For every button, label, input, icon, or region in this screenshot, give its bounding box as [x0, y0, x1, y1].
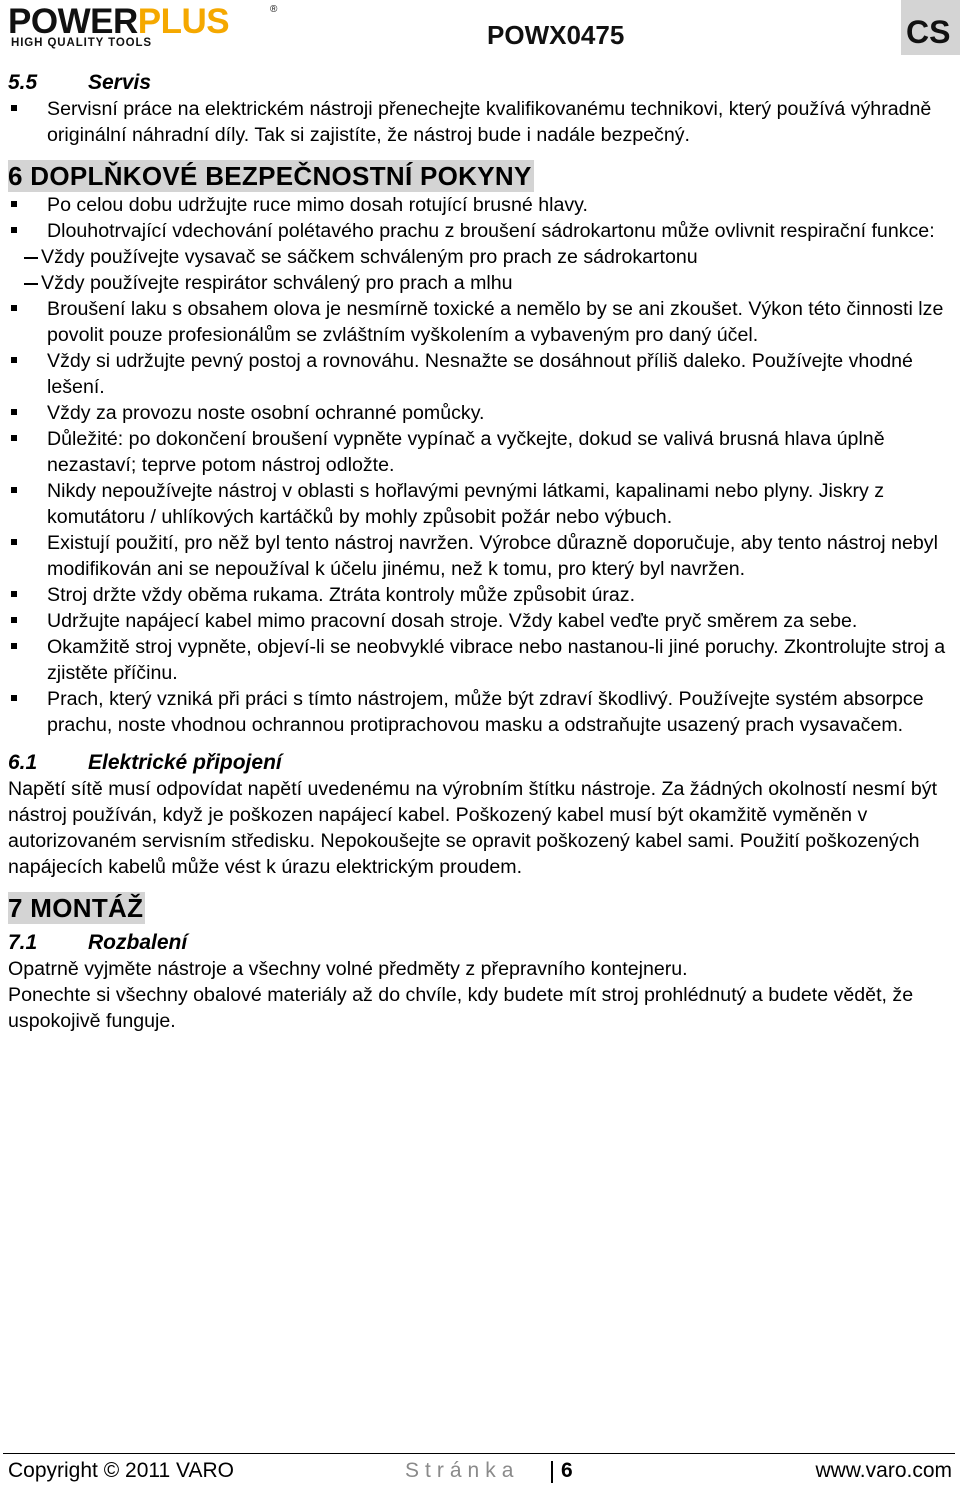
section-title: Rozbalení	[88, 931, 188, 954]
list-item-text: Vždy za provozu noste osobní ochranné pomůcky.	[47, 402, 485, 424]
square-bullet-icon	[11, 591, 17, 597]
page-label: Stránka	[405, 1459, 520, 1482]
page-footer	[8, 1459, 952, 1487]
section-number: 5.5	[8, 71, 38, 94]
list-item	[8, 426, 952, 478]
list-item	[8, 634, 952, 686]
list-item	[8, 218, 952, 244]
logo-plus-text: PLUS	[137, 2, 230, 41]
website-link[interactable]: www.varo.com	[815, 1459, 952, 1482]
list-item	[8, 296, 952, 348]
section-5-5-heading	[8, 70, 952, 96]
square-bullet-icon	[11, 201, 17, 207]
logo-power-text: POWER	[8, 2, 138, 41]
square-bullet-icon	[11, 227, 17, 233]
paragraph: Ponechte si všechny obalové materiály až do chvíle, kdy budete mít stroj prohlédnutý a budete vědět, že uspokojivě funguje.	[8, 984, 914, 1032]
list-item-text: Udržujte napájecí kabel mimo pracovní dosah stroje. Vždy kabel veďte pryč směrem za sebe.	[47, 610, 858, 632]
list-item	[8, 686, 952, 738]
list-item-text: Po celou dobu udržujte ruce mimo dosah rotující brusné hlavy.	[47, 194, 588, 216]
page-number: 6	[561, 1459, 573, 1482]
list-item-text: Broušení laku s obsahem olova je nesmírně toxické a nemělo by se ani zkoušet. Výkon této činnosti lze povolit pouze profesionálům se zvláštním vyškolením a vybaveným pro daný účel.	[47, 298, 944, 346]
square-bullet-icon	[11, 643, 17, 649]
list-item	[8, 348, 952, 400]
dash-item-text: Vždy používejte respirátor schválený pro prach a mlhu	[41, 272, 513, 294]
document-body	[8, 70, 952, 1034]
list-item-text: Vždy si udržujte pevný postoj a rovnováhu. Nesnažte se dosáhnout příliš daleko. Používejte vhodné lešení.	[47, 350, 913, 398]
list-item-text: Důležité: po dokončení broušení vypněte vypínač a vyčkejte, dokud se valivá brusná hlava úplně nezastaví; teprve potom nástroj odložte.	[47, 428, 885, 476]
copyright-text: Copyright © 2011 VARO	[8, 1459, 234, 1482]
list-item-text: Dlouhotrvající vdechování polétavého prachu z broušení sádrokartonu může ovlivnit respirační funkce:	[47, 220, 935, 242]
dash-list-item	[8, 244, 952, 270]
section-number: 6.1	[8, 751, 38, 774]
model-number: POWX0475	[487, 20, 625, 50]
square-bullet-icon	[11, 305, 17, 311]
list-item	[8, 608, 952, 634]
page-separator	[551, 1461, 553, 1483]
square-bullet-icon	[11, 357, 17, 363]
dash-item-text: Vždy používejte vysavač se sáčkem schváleným pro prach ze sádrokartonu	[41, 246, 698, 268]
list-item	[8, 96, 952, 148]
section-title: Elektrické připojení	[88, 751, 282, 774]
powerplus-logo	[8, 2, 278, 50]
dash-list-item	[8, 270, 952, 296]
dash-bullet-icon	[24, 283, 38, 285]
list-item	[8, 478, 952, 530]
footer-divider	[3, 1453, 955, 1454]
square-bullet-icon	[11, 487, 17, 493]
list-item-text: Nikdy nepoužívejte nástroj v oblasti s hořlavými pevnými látkami, kapalinami nebo plyny. Jiskry z komutátoru / uhlíkových kartáčků by mohly způsobit požár nebo výbuch.	[47, 480, 885, 528]
section-7-heading: 7 MONTÁŽ	[8, 893, 144, 923]
square-bullet-icon	[11, 539, 17, 545]
paragraph: Opatrně vyjměte nástroje a všechny volné předměty z přepravního kontejneru.	[8, 958, 688, 980]
square-bullet-icon	[11, 435, 17, 441]
square-bullet-icon	[11, 695, 17, 701]
section-7-1-heading	[8, 930, 952, 956]
square-bullet-icon	[11, 105, 17, 111]
list-item-text: Existují použití, pro něž byl tento nástroj navržen. Výrobce důrazně doporučuje, aby tento nástroj nebyl modifikován ani se nepoužíval k účelu jinému, než k tomu, pro který byl navržen.	[47, 532, 938, 580]
section-6-heading: 6 DOPLŇKOVÉ BEZPEČNOSTNÍ POKYNY	[8, 161, 532, 191]
list-item	[8, 192, 952, 218]
list-item	[8, 400, 952, 426]
square-bullet-icon	[11, 409, 17, 415]
list-item	[8, 530, 952, 582]
dash-bullet-icon	[24, 257, 38, 259]
section-number: 7.1	[8, 931, 38, 954]
logo-tagline: HIGH QUALITY TOOLS	[11, 37, 153, 49]
list-item-text: Stroj držte vždy oběma rukama. Ztráta kontroly může způsobit úraz.	[47, 584, 636, 606]
list-item-text: Prach, který vzniká při práci s tímto nástrojem, může být zdraví škodlivý. Používejte systém absorpce prachu, noste vhodnou ochrannou protiprachovou masku a odstraňujte usazený prach vysavačem.	[47, 688, 924, 736]
language-code: CS	[906, 14, 951, 50]
registered-mark: ®	[270, 4, 278, 15]
square-bullet-icon	[11, 617, 17, 623]
list-item-text: Servisní práce na elektrickém nástroji přenechejte kvalifikovanému technikovi, který používá výhradně originální náhradní díly. Tak si zajistíte, že nástroj bude i nadále bezpečný.	[47, 98, 932, 146]
list-item	[8, 582, 952, 608]
page-header	[0, 0, 960, 60]
list-item-text: Okamžitě stroj vypněte, objeví-li se neobvyklé vibrace nebo nastanou-li jiné poruchy. Zkontrolujte stroj a zjistěte příčinu.	[47, 636, 946, 684]
section-title: Servis	[88, 71, 152, 94]
paragraph: Napětí sítě musí odpovídat napětí uvedenému na výrobním štítku nástroje. Za žádných okolností nesmí být nástroj používán, když je poškozen napájecí kabel. Poškozený kabel musí být okamžitě vyměněn v autorizovaném servisním středisku. Nepokoušejte se opravit poškozený kabel sami. Použití poškozených napájecích kabelů může vést k úrazu elektrickým proudem.	[8, 778, 938, 878]
section-6-1-heading	[8, 750, 952, 776]
